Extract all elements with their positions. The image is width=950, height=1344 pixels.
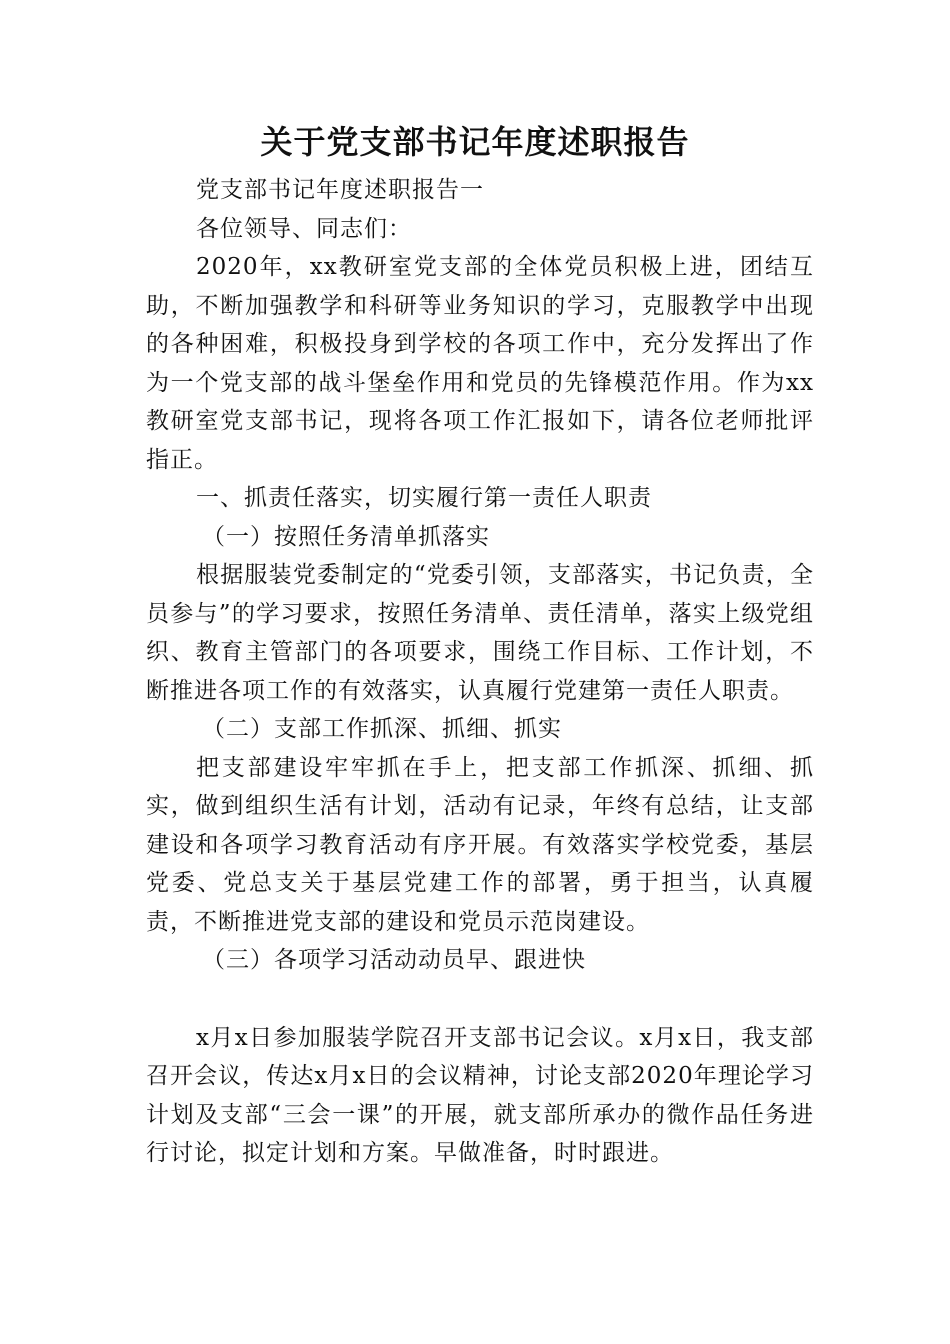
section-1-sub-3-heading: （三）各项学习活动动员早、跟进快 <box>202 947 586 973</box>
section-1-sub-1-heading: （一）按照任务清单抓落实 <box>202 523 490 550</box>
document-title: 关于党支部书记年度述职报告 <box>260 123 690 161</box>
section-1-heading: 一、抓责任落实，切实履行第一责任人职责 <box>196 485 652 511</box>
document-subtitle: 党支部书记年度述职报告一 <box>196 177 484 203</box>
section-1-sub-3-body: x月x日参加服装学院召开支部书记会议。x月x日，我支部召开会议，传达x月x日的会议精神，讨论支部2020年理论学习计划及支部“三会一课”的开展，就支部所承办的微作品任务进行讨论，拟定计划和方案。早做准备，时时跟进。 <box>146 1024 814 1166</box>
section-1-sub-2-body: 把支部建设牢牢抓在手上，把支部工作抓深、抓细、抓实，做到组织生活有计划，活动有记录，年终有总结，让支部建设和各项学习教育活动有序开展。有效落实学校党委，基层党委、党总支关于基层党建工作的部署，勇于担当，认真履责，不断推进党支部的建设和党员示范岗建设。 <box>146 754 814 935</box>
document-body <box>146 171 814 1173</box>
salutation: 各位领导、同志们： <box>196 215 412 242</box>
section-1-sub-2-heading: （二）支部工作抓深、抓细、抓实 <box>202 716 562 742</box>
section-1-sub-1-body: 根据服装党委制定的“党委引领，支部落实，书记负责，全员参与”的学习要求，按照任务清单、责任清单，落实上级党组织、教育主管部门的各项要求，围绕工作目标、工作计划，不断推进各项工作的有效落实，认真履行党建第一责任人职责。 <box>146 562 814 704</box>
intro-paragraph: 2020年，xx教研室党支部的全体党员积极上进，团结互助，不断加强教学和科研等业务知识的学习，克服教学中出现的各种困难，积极投身到学校的各项工作中，充分发挥出了作为一个党支部的战斗堡垒作用和党员的先锋模范作用。作为xx教研室党支部书记，现将各项工作汇报如下，请各位老师批评指正。 <box>146 254 814 473</box>
